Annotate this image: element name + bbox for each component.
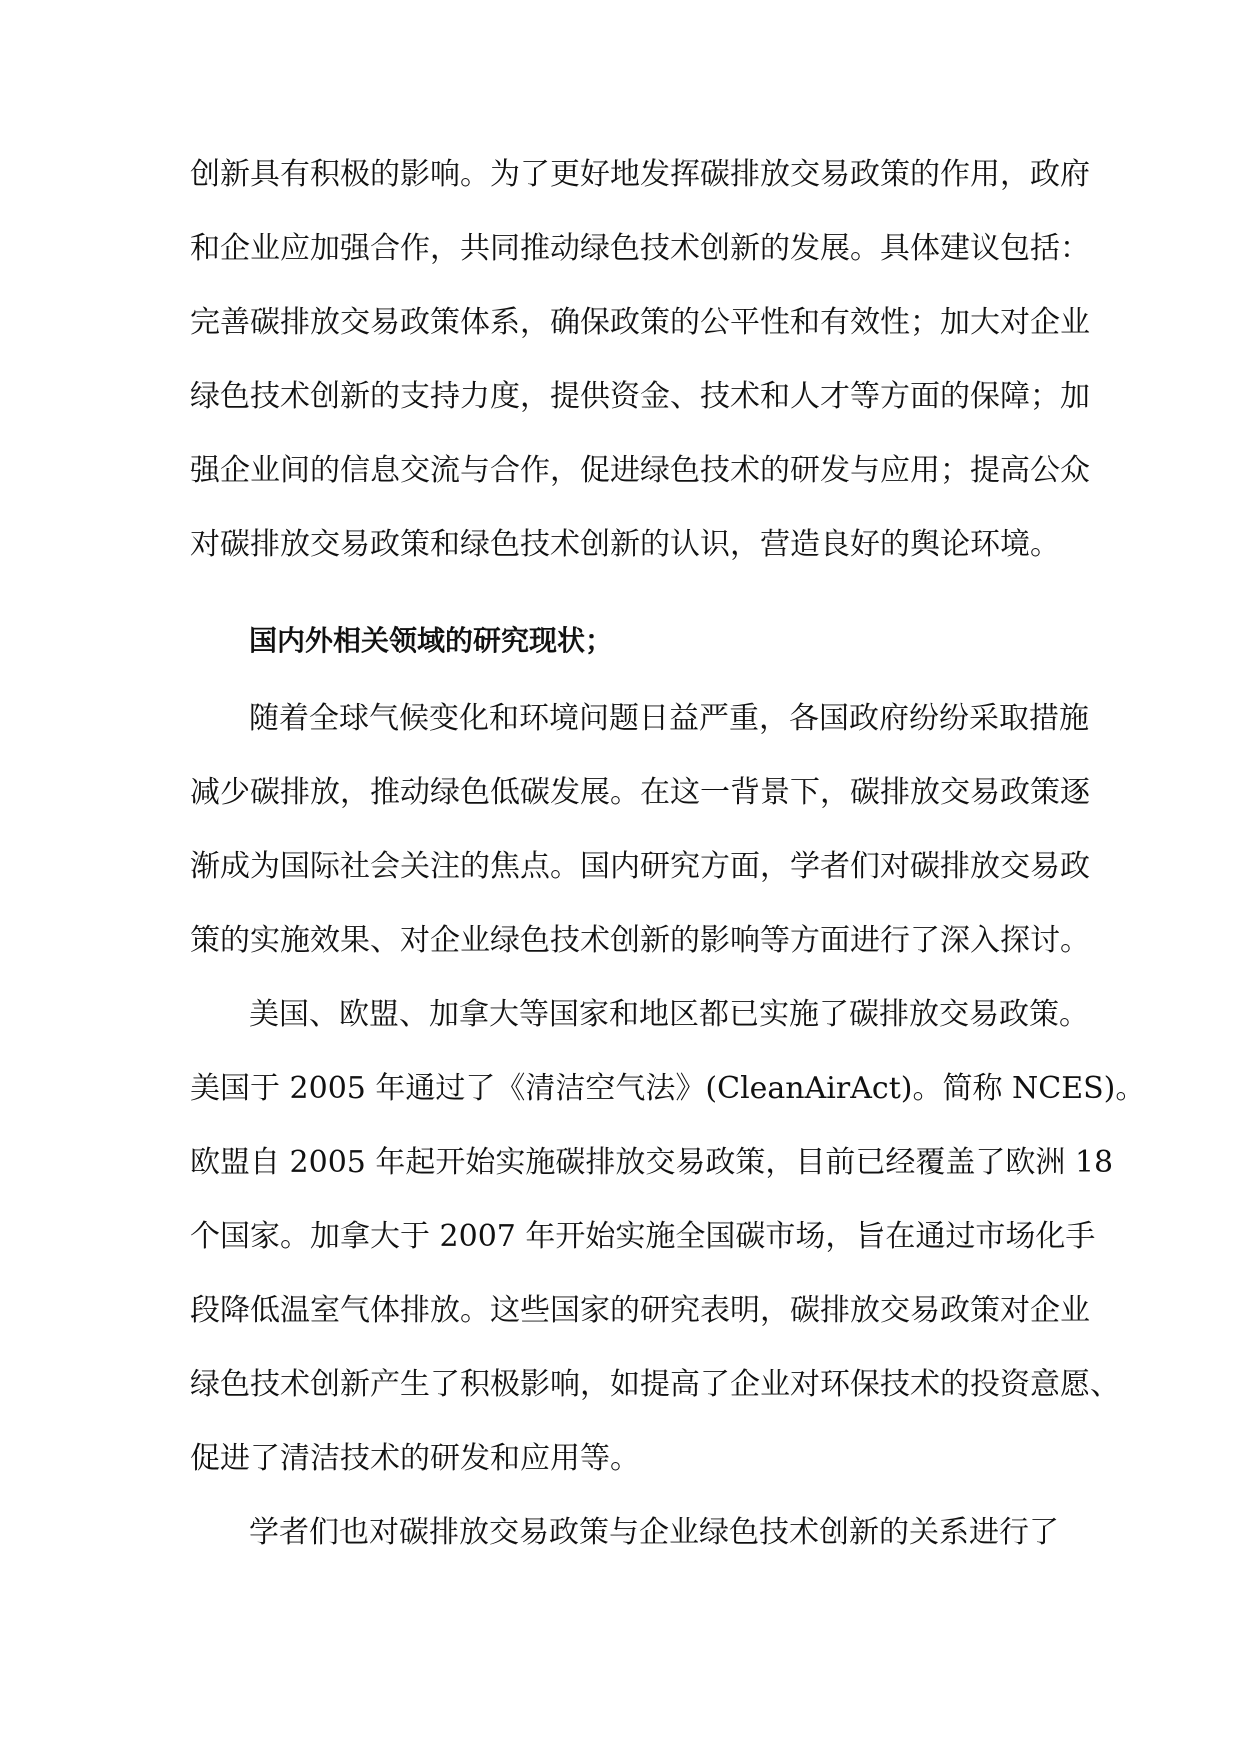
text-line: 和企业应加强合作，共同推动绿色技术创新的发展。具体建议包括： [190, 231, 1090, 266]
text-line: 段降低温室气体排放。这些国家的研究表明，碳排放交易政策对企业 [190, 1293, 1090, 1328]
paragraph-research-background [190, 682, 1090, 978]
text-line: 学者们也对碳排放交易政策与企业绿色技术创新的关系进行了 [249, 1515, 1059, 1550]
text-line: 个国家。加拿大于 2007 年开始实施全国碳市场，旨在通过市场化手 [190, 1219, 1096, 1254]
paragraph-conclusion [190, 138, 1090, 582]
document-body [190, 138, 1146, 1570]
text-line: 促进了清洁技术的研发和应用等。 [190, 1441, 640, 1476]
text-line: 策的实施效果、对企业绿色技术创新的影响等方面进行了深入探讨。 [190, 923, 1090, 958]
text-line: 强企业间的信息交流与合作，促进绿色技术的研发与应用；提高公众 [190, 453, 1090, 488]
text-line: 完善碳排放交易政策体系，确保政策的公平性和有效性；加大对企业 [190, 305, 1090, 340]
text-line: 绿色技术创新产生了积极影响，如提高了企业对环保技术的投资意愿、 [190, 1367, 1120, 1402]
text-line: 绿色技术创新的支持力度，提供资金、技术和人才等方面的保障；加 [190, 379, 1090, 414]
text-line: 渐成为国际社会关注的焦点。国内研究方面，学者们对碳排放交易政 [190, 849, 1090, 884]
text-line: 随着全球气候变化和环境问题日益严重，各国政府纷纷采取措施 [249, 701, 1089, 736]
text-line: 欧盟自 2005 年起开始实施碳排放交易政策，目前已经覆盖了欧洲 18 [190, 1145, 1114, 1180]
text-line: 减少碳排放，推动绿色低碳发展。在这一背景下，碳排放交易政策逐 [190, 775, 1090, 810]
paragraph-scholars-research [190, 1496, 1070, 1570]
section-heading: 国内外相关领域的研究现状； [249, 624, 614, 657]
paragraph-international-research [190, 978, 1146, 1496]
text-line: 对碳排放交易政策和绿色技术创新的认识，营造良好的舆论环境。 [190, 527, 1060, 562]
text-line: 美国于 2005 年通过了《清洁空气法》(CleanAirAct)。简称 NCES)。 [190, 1071, 1146, 1106]
text-line: 创新具有积极的影响。为了更好地发挥碳排放交易政策的作用，政府 [190, 157, 1090, 192]
text-line: 美国、欧盟、加拿大等国家和地区都已实施了碳排放交易政策。 [249, 997, 1089, 1032]
